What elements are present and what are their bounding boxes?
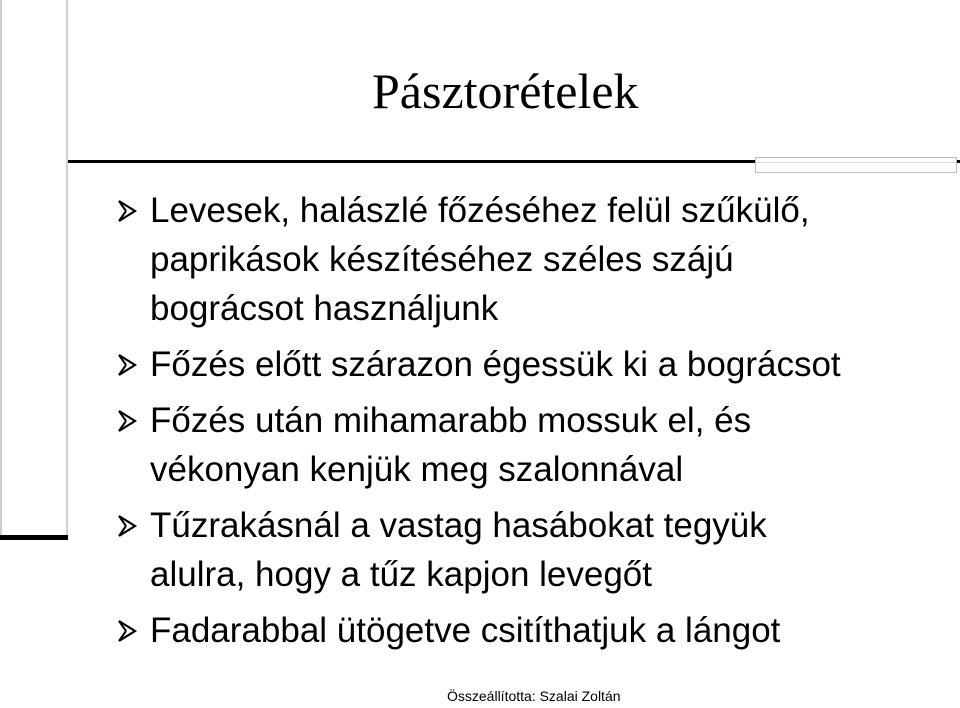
bullet-text: Tűzrakásnál a vastag hasábokat tegyük alulra, hogy a tűz kapjon levegőt bbox=[150, 506, 767, 594]
bullet-text: Levesek, halászlé főzéséhez felül szűkülő, paprikások készítéséhez széles szájú bográcsot használjunk bbox=[150, 191, 810, 328]
frame-bottom-bar bbox=[0, 535, 68, 540]
slide-title: Pásztorételek bbox=[372, 63, 639, 119]
bullet-item bbox=[110, 340, 940, 389]
bullet-item bbox=[110, 501, 940, 599]
arrowhead-bullet-icon bbox=[116, 198, 138, 224]
frame-inner-line bbox=[66, 0, 68, 538]
bullet-list bbox=[110, 186, 940, 662]
bullet-text: Főzés után mihamarabb mossuk el, és vékonyan kenjük meg szalonnával bbox=[150, 401, 752, 489]
title-rule-box-line bbox=[756, 162, 956, 163]
arrowhead-bullet-icon bbox=[116, 352, 138, 378]
arrowhead-bullet-icon bbox=[116, 513, 138, 539]
bullet-item bbox=[110, 606, 940, 655]
frame-left-line bbox=[0, 0, 2, 538]
bullet-text: Főzés előtt szárazon égessük ki a bográcsot bbox=[150, 345, 841, 384]
bullet-item bbox=[110, 186, 940, 333]
arrowhead-bullet-icon bbox=[116, 408, 138, 434]
arrowhead-bullet-icon bbox=[116, 618, 138, 644]
bullet-item bbox=[110, 396, 940, 494]
title-rule-box bbox=[755, 157, 957, 173]
bullet-text: Fadarabbal ütögetve csitíthatjuk a lángot bbox=[150, 611, 781, 650]
footer-author: Összeállította: Szalai Zoltán bbox=[447, 688, 621, 704]
